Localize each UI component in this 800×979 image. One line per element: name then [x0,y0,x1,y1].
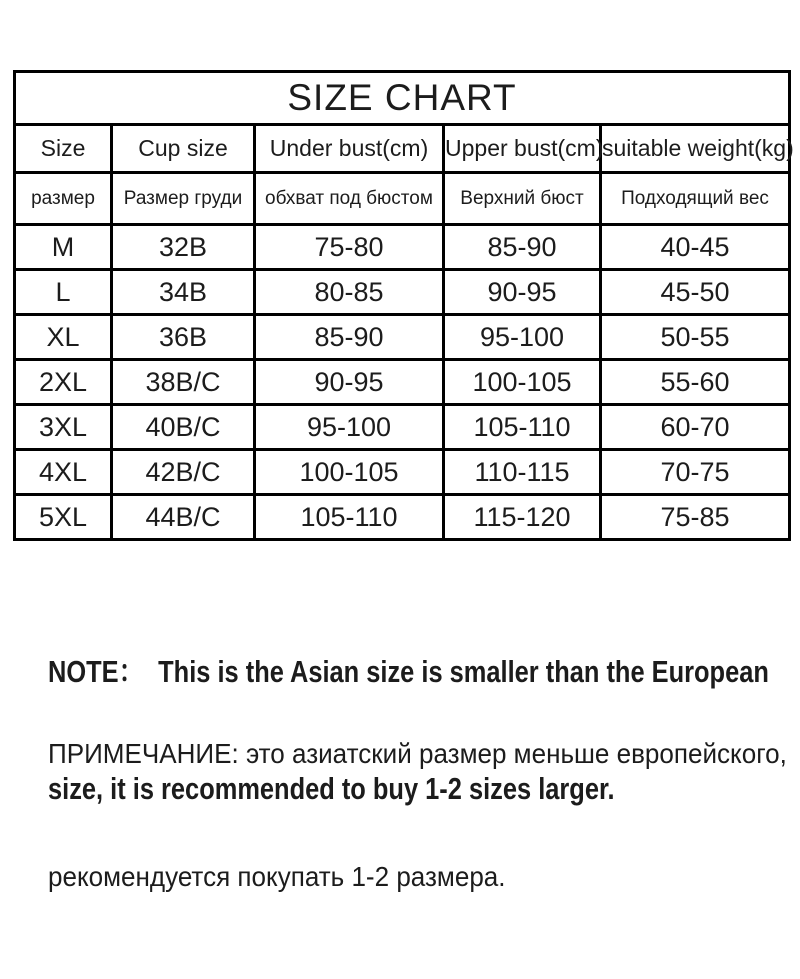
header-row-english [15,125,790,173]
cell-under: 100-105 [255,450,444,495]
col-header-weight-ru: Подходящий вес [601,173,790,225]
cell-upper: 90-95 [444,270,601,315]
col-header-size-en: Size [15,125,112,173]
cell-size: 4XL [15,450,112,495]
col-header-upper-en: Upper bust(cm) [444,125,601,173]
cell-upper: 95-100 [444,315,601,360]
table-row-5xl [15,495,790,540]
cell-size: M [15,225,112,270]
header-row-russian [15,173,790,225]
cell-weight: 60-70 [601,405,790,450]
cell-cup: 44B/C [112,495,255,540]
cell-cup: 40B/C [112,405,255,450]
table-row-xl [15,315,790,360]
col-header-cup-en: Cup size [112,125,255,173]
cell-under: 85-90 [255,315,444,360]
cell-cup: 42B/C [112,450,255,495]
cell-size: 5XL [15,495,112,540]
cell-cup: 38B/C [112,360,255,405]
col-header-cup-ru: Размер груди [112,173,255,225]
cell-weight: 70-75 [601,450,790,495]
note-english-line1: NOTE： This is the Asian size is smaller than the European [48,654,769,689]
cell-under: 90-95 [255,360,444,405]
cell-under: 80-85 [255,270,444,315]
col-header-size-ru: размер [15,173,112,225]
cell-upper: 105-110 [444,405,601,450]
table-row-3xl [15,405,790,450]
cell-size: XL [15,315,112,360]
note-russian-line1: ПРИМЕЧАНИЕ: это азиатский размер меньше европейского, [48,738,787,769]
cell-weight: 55-60 [601,360,790,405]
col-header-upper-ru: Верхний бюст [444,173,601,225]
cell-under: 105-110 [255,495,444,540]
table-row-2xl [15,360,790,405]
col-header-weight-en: suitable weight(kg) [601,125,790,173]
table-row-4xl [15,450,790,495]
table-row-l [15,270,790,315]
note-russian-line2: рекомендуется покупать 1-2 размера. [48,861,506,892]
cell-upper: 115-120 [444,495,601,540]
note-russian [48,651,787,979]
cell-size: 2XL [15,360,112,405]
title-row [15,72,790,125]
cell-cup: 36B [112,315,255,360]
cell-upper: 110-115 [444,450,601,495]
col-header-under-ru: обхват под бюстом [255,173,444,225]
cell-under: 95-100 [255,405,444,450]
cell-weight: 75-85 [601,495,790,540]
cell-cup: 32B [112,225,255,270]
cell-under: 75-80 [255,225,444,270]
table-row-m [15,225,790,270]
cell-upper: 85-90 [444,225,601,270]
cell-size: 3XL [15,405,112,450]
cell-weight: 40-45 [601,225,790,270]
cell-weight: 45-50 [601,270,790,315]
cell-size: L [15,270,112,315]
page-title: SIZE CHART [15,72,790,125]
col-header-under-en: Under bust(cm) [255,125,444,173]
cell-cup: 34B [112,270,255,315]
cell-upper: 100-105 [444,360,601,405]
size-chart-table [13,70,794,541]
note-english-line2: size, it is recommended to buy 1-2 sizes larger. [48,771,615,806]
cell-weight: 50-55 [601,315,790,360]
